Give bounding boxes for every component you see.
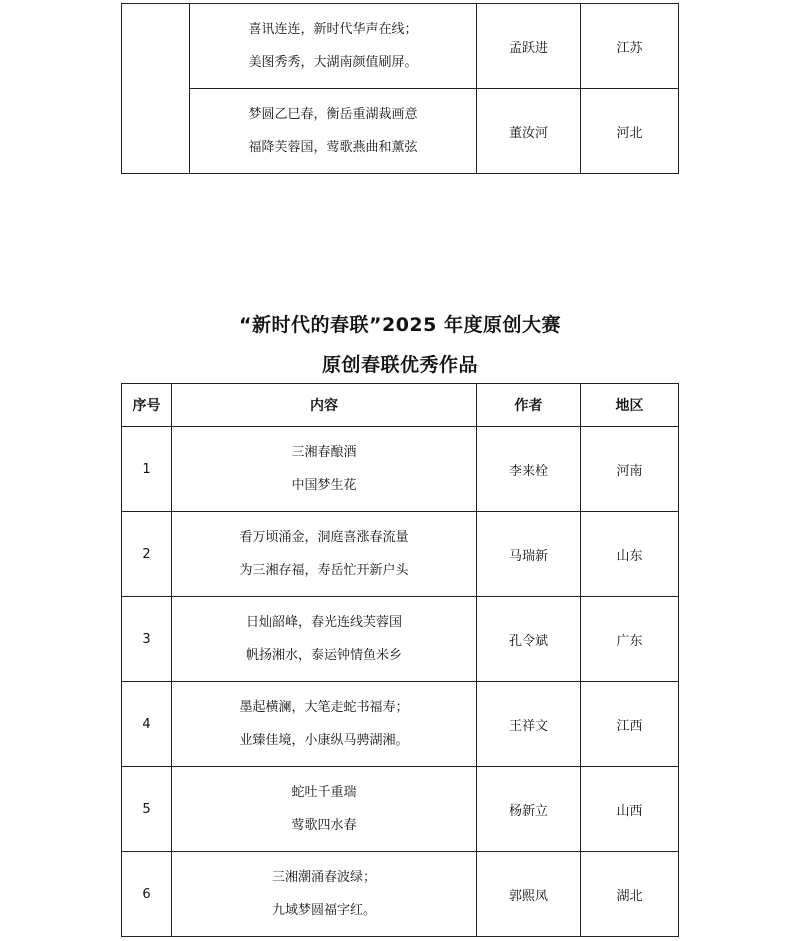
couplet-line-1: 三湘春酿酒 (291, 445, 357, 460)
region-cell: 山西 (581, 767, 679, 852)
table-row (122, 89, 679, 174)
header-region: 地区 (581, 384, 679, 427)
author-cell: 董汝河 (477, 89, 581, 174)
author-cell: 马瑞新 (477, 512, 581, 597)
couplet-line-1: 三湘潮涌春波绿； (271, 870, 376, 885)
section-title-line-2: 原创春联优秀作品 (321, 354, 478, 376)
couplet-line-1: 墨起横澜，大笔走蛇书福寿； (239, 700, 409, 715)
couplet-line-1: 看万顷涌金，洞庭喜涨春流量 (239, 530, 409, 545)
region-cell: 山东 (581, 512, 679, 597)
region-cell: 广东 (581, 597, 679, 682)
content-cell (190, 89, 477, 174)
table-row (122, 682, 679, 767)
index-cell: 4 (122, 682, 172, 767)
region-cell: 河南 (581, 427, 679, 512)
couplet-line-2: 为三湘存福，寿岳忙开新户头 (239, 563, 409, 578)
table-row (122, 597, 679, 682)
author-cell: 孔令斌 (477, 597, 581, 682)
content-cell (172, 427, 477, 512)
content-cell (172, 597, 477, 682)
content-cell (172, 852, 477, 937)
section-title-line-1: “新时代的春联”2025 年度原创大赛 (239, 314, 561, 336)
table-row (122, 427, 679, 512)
couplet-line-1: 日灿韶峰，春光连线芙蓉国 (245, 615, 402, 630)
content-cell (172, 767, 477, 852)
header-index: 序号 (122, 384, 172, 427)
header-author: 作者 (477, 384, 581, 427)
index-cell (122, 4, 190, 174)
table-row (122, 767, 679, 852)
region-cell: 江苏 (581, 4, 679, 89)
index-cell: 6 (122, 852, 172, 937)
index-cell: 5 (122, 767, 172, 852)
couplet-line-1: 梦圆乙巳春，衡岳重湖裁画意 (248, 107, 418, 122)
author-cell: 杨新立 (477, 767, 581, 852)
table-row (122, 852, 679, 937)
index-cell: 2 (122, 512, 172, 597)
previous-entries-table (121, 3, 679, 174)
couplet-line-1: 蛇吐千重瑞 (291, 785, 357, 800)
index-cell: 3 (122, 597, 172, 682)
content-cell (172, 682, 477, 767)
couplet-line-2: 帆扬湘水，泰运钟情鱼米乡 (245, 648, 402, 663)
couplet-line-2: 莺歌四水春 (291, 818, 357, 833)
table-row (122, 4, 679, 89)
author-cell: 王祥文 (477, 682, 581, 767)
award-entries-table (121, 383, 679, 937)
header-content: 内容 (172, 384, 477, 427)
couplet-line-1: 喜讯连连，新时代华声在线； (248, 22, 418, 37)
region-cell: 江西 (581, 682, 679, 767)
region-cell: 河北 (581, 89, 679, 174)
couplet-line-2: 九域梦圆福字红。 (271, 903, 376, 918)
author-cell: 郭熙凤 (477, 852, 581, 937)
author-cell: 孟跃进 (477, 4, 581, 89)
couplet-line-2: 美图秀秀，大湖南颜值刷屏。 (248, 55, 418, 70)
table-header-row (122, 384, 679, 427)
author-cell: 李来栓 (477, 427, 581, 512)
table-row (122, 512, 679, 597)
content-cell (172, 512, 477, 597)
couplet-line-2: 业臻佳境，小康纵马骋湖湘。 (239, 733, 409, 748)
region-cell: 湖北 (581, 852, 679, 937)
couplet-line-2: 中国梦生花 (291, 478, 357, 493)
content-cell (190, 4, 477, 89)
index-cell: 1 (122, 427, 172, 512)
couplet-line-2: 福降芙蓉国，莺歌燕曲和薰弦 (248, 140, 418, 155)
